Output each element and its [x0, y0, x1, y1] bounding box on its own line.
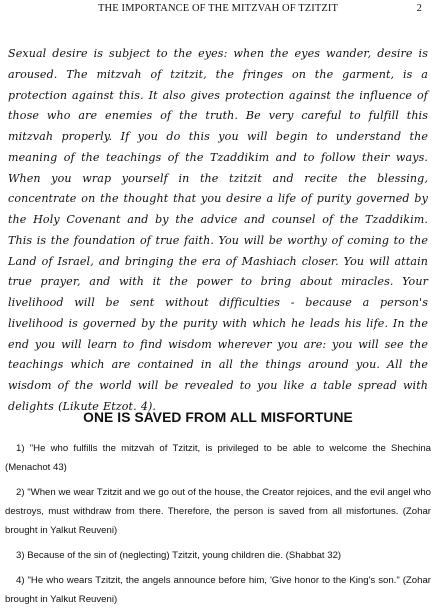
list-item [5, 571, 431, 609]
list-item [5, 546, 431, 565]
list-item [5, 439, 431, 477]
handwritten-paragraph: Sexual desire is subject to the eyes: when the eyes wander, desire is aroused. The mitzvah of tzitzit, the fringes on the garment, is a protection against this. It also gives protection against the influence of those who are enemies of the truth. Be very careful to fulfill this mitzvah properly. If you do this you will begin to understand the meaning of the teachings of the Tzaddikim and to follow their ways. When you wrap yourself in the tzitzit and recite the blessing, concentrate on the thought that you desire a life of purity governed by the Holy Covenant and by the advice and counsel of the Tzaddikim. This is the foundation of true faith. You will be worthy of coming to the Land of Israel, and bringing the era of Mashiach closer. You will attain true prayer, and with it the power to bring about miracles. Your livelihood will be sent without difficulties - because a person's livelihood is governed by the purity with which he leads his life. In the end you will learn to find wisdom wherever you are: you will see the teachings which are contained in all the things around you. All the wisdom of the world will be revealed to you like a table spread with delights (Likute Etzot. 4). [8, 47, 428, 413]
list-item-text: 1) "He who fulfills the mitzvah of Tzitzit, is privileged to be able to welcome the Shechina (Menachot 43) [5, 443, 431, 473]
list-item-text: 2) "When we wear Tzitzit and we go out of the house, the Creator rejoices, and the evil angel who destroys, must withdraw from there. Therefore, the person is saved from all misfortunes. (Zohar brought in Yalkut Reuveni) [5, 487, 431, 536]
running-header-title: THE IMPORTANCE OF THE MITZVAH OF TZITZIT [98, 3, 338, 14]
list-item-text: 3) Because of the sin of (neglecting) Tzitzit, young children die. (Shabbat 32) [16, 550, 342, 561]
list-item [5, 483, 431, 540]
numbered-list [5, 439, 431, 615]
section-heading: ONE IS SAVED FROM ALL MISFORTUNE [83, 410, 353, 425]
handwritten-paragraph-block [8, 44, 428, 418]
list-item-text: 4) "He who wears Tzitzit, the angels announce before him, 'Give honor to the King's son." (Zohar brought in Yalkut Reuveni) [5, 575, 431, 605]
page-number: 2 [416, 3, 422, 14]
running-header [0, 3, 436, 17]
